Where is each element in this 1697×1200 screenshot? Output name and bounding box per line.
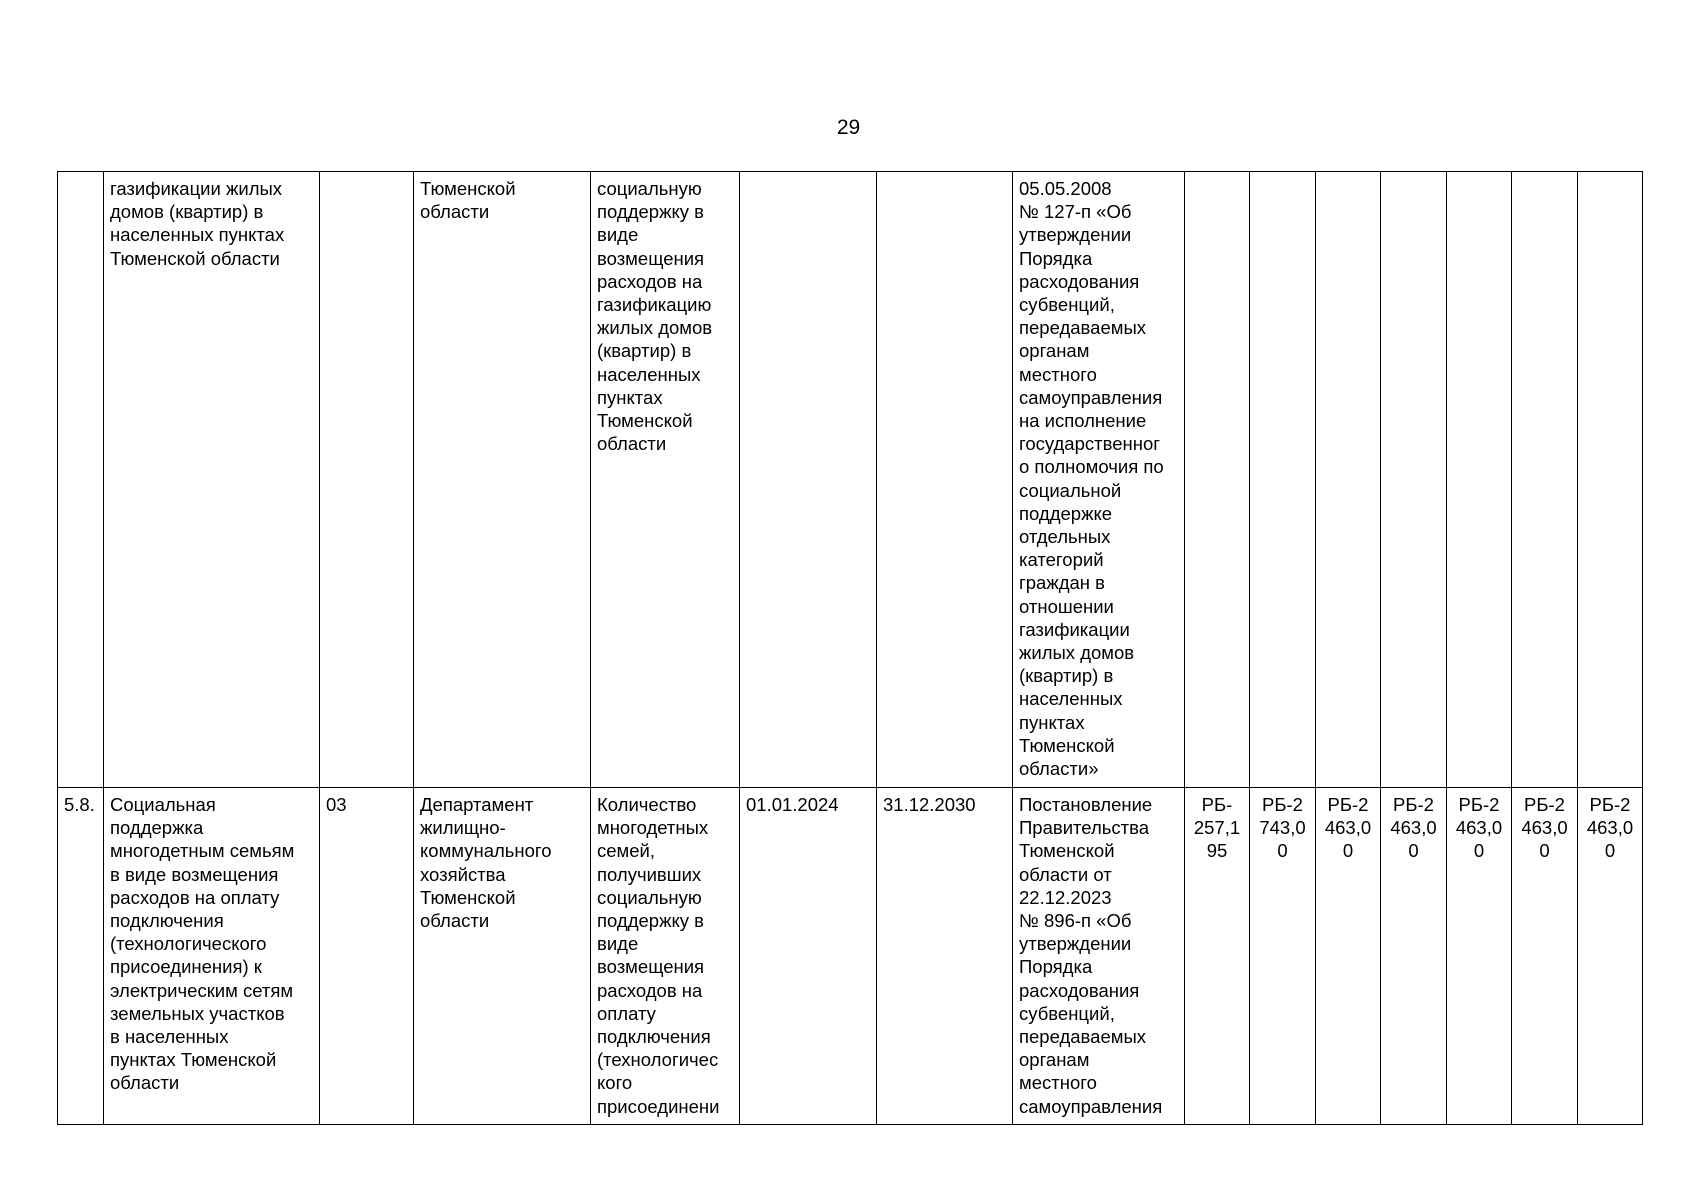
start-date-cell: [740, 172, 877, 788]
table-row: [58, 172, 1643, 788]
measure-name-cell: Социальная поддержка многодетным семьям в виде возмещения расходов на оплату подключения (технологического присоединения) к электрическим сетям земельных участков в населенных пунктах Тюменской области: [104, 788, 320, 1125]
funding-cell: РБ-2 463,0 0: [1381, 788, 1447, 1125]
funding-cell: [1512, 172, 1578, 788]
legal-document-cell: 05.05.2008 № 127-п «Об утверждении Порядка расходования субвенций, передаваемых органам местного самоуправления на исполнение государственног о полномочия по социальной поддержке отдельных категорий граждан в отношении газификации жилых домов (квартир) в населенных пунктах Тюменской области»: [1013, 172, 1185, 788]
indicator-cell: Количество многодетных семей, получивших социальную поддержку в виде возмещения расходов на оплату подключения (технологичес кого присоединени: [591, 788, 740, 1125]
start-date-cell: 01.01.2024: [740, 788, 877, 1125]
end-date-cell: [877, 172, 1013, 788]
funding-cell: РБ-2 463,0 0: [1578, 788, 1643, 1125]
funding-cell: РБ-2 463,0 0: [1316, 788, 1381, 1125]
code-cell: [320, 172, 414, 788]
funding-cell: [1381, 172, 1447, 788]
funding-cell: РБ-2 743,0 0: [1250, 788, 1316, 1125]
executor-cell: Департамент жилищно- коммунального хозяйства Тюменской области: [414, 788, 591, 1125]
funding-cell: РБ- 257,1 95: [1185, 788, 1250, 1125]
row-number-cell: 5.8.: [58, 788, 104, 1125]
code-cell: 03: [320, 788, 414, 1125]
executor-cell: Тюменской области: [414, 172, 591, 788]
measure-name-cell: газификации жилых домов (квартир) в населенных пунктах Тюменской области: [104, 172, 320, 788]
row-number-cell: [58, 172, 104, 788]
funding-cell: РБ-2 463,0 0: [1512, 788, 1578, 1125]
funding-cell: [1316, 172, 1381, 788]
table-row: [58, 788, 1643, 1125]
page-number: 29: [836, 116, 861, 139]
end-date-cell: 31.12.2030: [877, 788, 1013, 1125]
funding-cell: РБ-2 463,0 0: [1447, 788, 1512, 1125]
funding-cell: [1250, 172, 1316, 788]
program-table: [57, 171, 1643, 1125]
indicator-cell: социальную поддержку в виде возмещения расходов на газификацию жилых домов (квартир) в населенных пунктах Тюменской области: [591, 172, 740, 788]
funding-cell: [1185, 172, 1250, 788]
funding-cell: [1447, 172, 1512, 788]
funding-cell: [1578, 172, 1643, 788]
legal-document-cell: Постановление Правительства Тюменской области от 22.12.2023 № 896-п «Об утверждении Порядка расходования субвенций, передаваемых органам местного самоуправления: [1013, 788, 1185, 1125]
